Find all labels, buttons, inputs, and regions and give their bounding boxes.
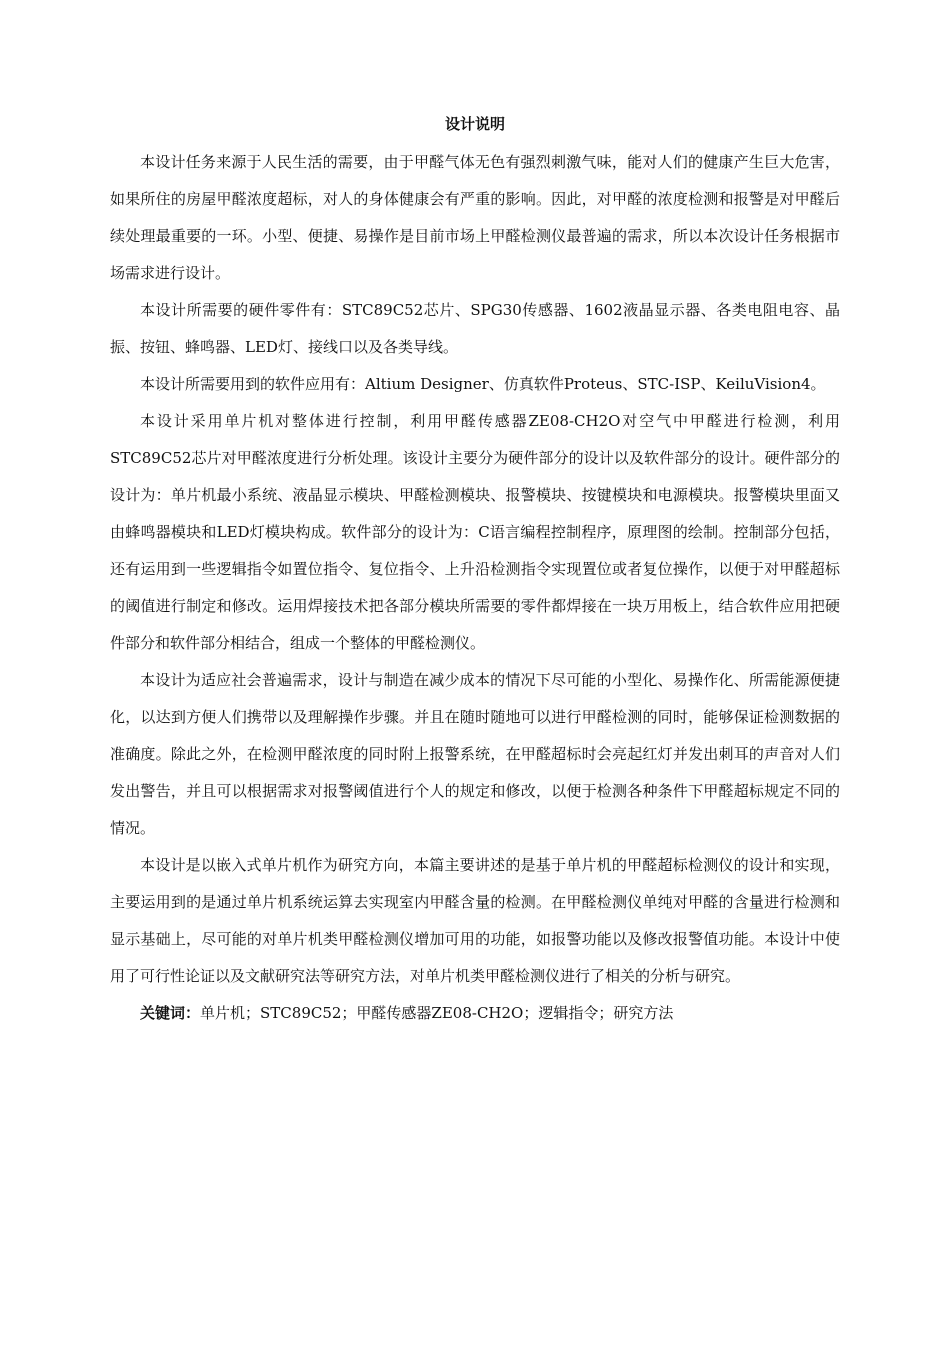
paragraph-hardware: 本设计所需要的硬件零件有：STC89C52芯片、SPG30传感器、1602液晶显示器、各类电阻电容、晶振、按钮、蜂鸣器、LED灯、接线口以及各类导线。 (110, 301, 840, 356)
paragraph-research-direction: 本设计是以嵌入式单片机作为研究方向，本篇主要讲述的是基于单片机的甲醛超标检测仪的设计和实现，主要运用到的是通过单片机系统运算去实现室内甲醛含量的检测。在甲醛检测仪单纯对甲醛的含量进行检测和显示基础上，尽可能的对单片机类甲醛检测仪增加可用的功能，如报警功能以及修改报警值功能。本设计中使用了可行性论证以及文献研究法等研究方法，对单片机类甲醛检测仪进行了相关的分析与研究。 (110, 856, 840, 985)
paragraph-software: 本设计所需要用到的软件应用有：Altium Designer、仿真软件Proteus、STC-ISP、KeiluVision4。 (140, 375, 826, 393)
paragraph-background: 本设计任务来源于人民生活的需要，由于甲醛气体无色有强烈刺激气味，能对人们的健康产生巨大危害，如果所住的房屋甲醛浓度超标，对人的身体健康会有严重的影响。因此，对甲醛的浓度检测和报警是对甲醛后续处理最重要的一环。小型、便捷、易操作是目前市场上甲醛检测仪最普遍的需求，所以本次设计任务根据市场需求进行设计。 (110, 153, 840, 282)
document-title: 设计说明 (444, 115, 505, 133)
paragraph-design-overview: 本设计采用单片机对整体进行控制，利用甲醛传感器ZE08-CH2O对空气中甲醛进行检测，利用STC89C52芯片对甲醛浓度进行分析处理。该设计主要分为硬件部分的设计以及软件部分的设计。硬件部分的设计为：单片机最小系统、液晶显示模块、甲醛检测模块、报警模块、按键模块和电源模块。报警模块里面又由蜂鸣器模块和LED灯模块构成。软件部分的设计为：C语言编程控制程序，原理图的绘制。控制部分包括，还有运用到一些逻辑指令如置位指令、复位指令、上升沿检测指令实现置位或者复位操作，以便于对甲醛超标的阈值进行制定和修改。运用焊接技术把各部分模块所需要的零件都焊接在一块万用板上，结合软件应用把硬件部分和软件部分相结合，组成一个整体的甲醛检测仪。 (110, 412, 840, 652)
document-page (110, 112, 840, 1032)
paragraph-requirements: 本设计为适应社会普遍需求，设计与制造在减少成本的情况下尽可能的小型化、易操作化、所需能源便捷化，以达到方便人们携带以及理解操作步骤。并且在随时随地可以进行甲醛检测的同时，能够保证检测数据的准确度。除此之外，在检测甲醛浓度的同时附上报警系统，在甲醛超标时会亮起红灯并发出刺耳的声音对人们发出警告，并且可以根据需求对报警阈值进行个人的规定和修改，以便于检测各种条件下甲醛超标规定不同的情况。 (110, 671, 840, 837)
keywords-text: 单片机；STC89C52；甲醛传感器ZE08-CH2O；逻辑指令；研究方法 (200, 1004, 674, 1022)
keywords-label: 关键词： (140, 1004, 201, 1022)
keywords-line (110, 995, 840, 1032)
